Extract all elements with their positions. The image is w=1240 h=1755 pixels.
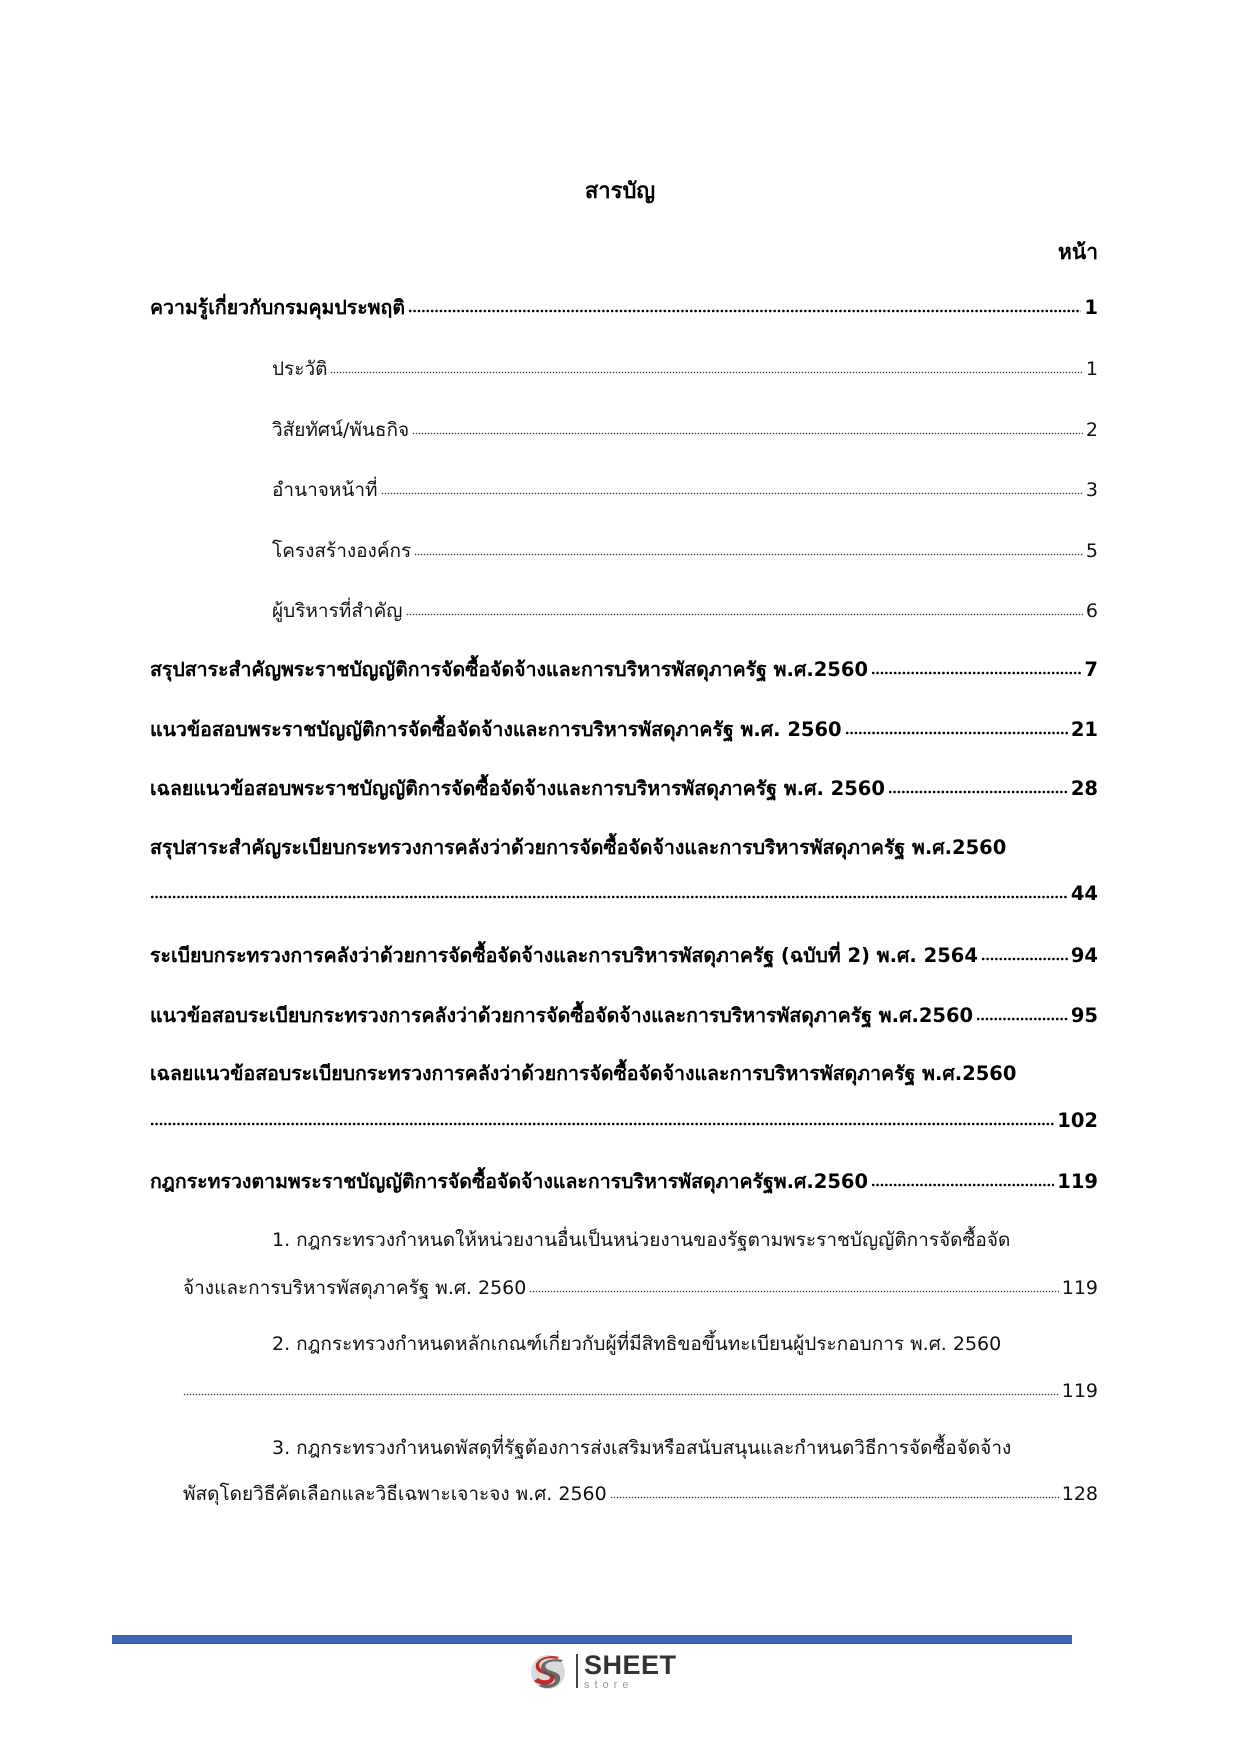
toc-entry[interactable] [150,1168,1098,1196]
toc-entry[interactable] [150,1002,1098,1030]
footer-bar [112,1635,1072,1644]
toc-subentry[interactable] [272,416,1098,444]
page-column-label: หน้า [1058,240,1098,264]
toc-entry-label: ผู้บริหารที่สำคัญ [272,600,403,622]
toc-entry-page: 102 [1057,1109,1098,1132]
toc-subentry[interactable] [272,355,1098,383]
toc-entry-label-continued: จ้างและการบริหารพัสดุภาครัฐ พ.ศ. 2560 [183,1277,527,1299]
dot-leader [406,613,1083,616]
dot-leader [150,1122,1054,1126]
dot-leader [981,957,1068,961]
dot-leader [150,895,1068,899]
toc-entry-label: 2. กฎกระทรวงกำหนดหลักเกณฑ์เกี่ยวกับผู้ที่มีสิทธิขอขึ้นทะเบียนผู้ประกอบการ พ.ศ. 2560 [272,1333,1002,1355]
toc-entry-page: 28 [1070,777,1098,800]
toc-entry[interactable] [150,716,1098,744]
toc-entry-label: 1. กฎกระทรวงกำหนดให้หน่วยงานอื่นเป็นหน่วยงานของรัฐตามพระราชบัญญัติการจัดซื้อจัด [272,1229,1011,1251]
toc-entry-page: 119 [1061,1277,1098,1299]
toc-entry-label: แนวข้อสอบระเบียบกระทรวงการคลังว่าด้วยการจัดซื้อจัดจ้างและการบริหารพัสดุภาครัฐ พ.ศ.2560 [150,1004,974,1027]
toc-entry-page: 44 [1070,882,1098,905]
toc-entry-page: 3 [1085,479,1098,501]
toc-entry-page: 5 [1085,540,1098,562]
toc-entry-continuation [150,880,1098,908]
toc-entry-page: 6 [1085,600,1098,622]
toc-entry-label: ประวัติ [272,358,328,380]
dot-leader [412,432,1083,435]
logo-text [584,1649,677,1691]
dot-leader [976,1017,1068,1021]
dot-leader [871,1183,1054,1187]
toc-entry-label: สรุปสาระสำคัญระเบียบกระทรวงการคลังว่าด้วยการจัดซื้อจัดจ้างและการบริหารพัสดุภาครัฐ พ.ศ.2560 [150,836,1007,859]
toc-entry-label: แนวข้อสอบพระราชบัญญัติการจัดซื้อจัดจ้างและการบริหารพัสดุภาครัฐ พ.ศ. 2560 [150,718,842,741]
logo-separator [576,1654,578,1688]
toc-entry[interactable] [150,942,1098,970]
toc-entry-label: เฉลยแนวข้อสอบพระราชบัญญัติการจัดซื้อจัดจ้างและการบริหารพัสดุภาครัฐ พ.ศ. 2560 [150,777,885,800]
toc-entry-page: 119 [1061,1380,1098,1402]
dot-leader [845,731,1068,735]
toc-entry-page: 1 [1084,296,1098,319]
toc-entry[interactable] [150,294,1098,322]
toc-entry-page: 7 [1084,658,1098,681]
toc-subentry[interactable] [272,476,1098,504]
toc-entry-label: สรุปสาระสำคัญพระราชบัญญัติการจัดซื้อจัดจ้างและการบริหารพัสดุภาครัฐ พ.ศ.2560 [150,658,869,681]
dot-leader [183,1393,1059,1396]
dot-leader [610,1496,1059,1499]
toc-entry[interactable] [150,656,1098,684]
toc-entry[interactable] [150,775,1098,803]
dot-leader [330,371,1082,374]
toc-entry-page: 21 [1070,718,1098,741]
dot-leader [414,553,1083,556]
dot-leader [529,1290,1058,1293]
toc-entry-page: 119 [1057,1170,1098,1193]
toc-entry-page: 95 [1070,1004,1098,1027]
toc-entry-label: ระเบียบกระทรวงการคลังว่าด้วยการจัดซื้อจัดจ้างและการบริหารพัสดุภาครัฐ (ฉบับที่ 2) พ.ศ. 2564 [150,944,978,967]
toc-subentry[interactable] [272,597,1098,625]
toc-entry-page: 2 [1085,419,1098,441]
toc-entry-label: เฉลยแนวข้อสอบระเบียบกระทรวงการคลังว่าด้วยการจัดซื้อจัดจ้างและการบริหารพัสดุภาครัฐ พ.ศ.2560 [150,1062,1017,1085]
dot-leader [408,309,1081,313]
toc-entry-continuation [183,1274,1098,1302]
toc-entry-page: 94 [1070,944,1098,967]
toc-subentry[interactable] [272,537,1098,565]
toc-entry-page: 128 [1061,1483,1098,1505]
toc-entry-label: 3. กฎกระทรวงกำหนดพัสดุที่รัฐต้องการส่งเสริมหรือสนับสนุนและกำหนดวิธีการจัดซื้อจัดจ้าง [272,1437,1012,1459]
logo-word: SHEET [584,1649,677,1680]
toc-entry-page: 1 [1085,358,1098,380]
s-logo-icon [528,1650,572,1692]
dot-leader [871,671,1081,675]
toc-entry-label: ความรู้เกี่ยวกับกรมคุมประพฤติ [150,296,405,319]
toc-entry-label: อำนาจหน้าที่ [272,479,378,501]
logo-subword: store [584,1678,634,1691]
sheet-store-logo [528,1650,677,1692]
dot-leader [381,492,1083,495]
toc-entry-label-continued: พัสดุโดยวิธีคัดเลือกและวิธีเฉพาะเจาะจง พ.ศ. 2560 [183,1483,607,1505]
toc-entry-label: โครงสร้างองค์กร [272,540,412,562]
toc-entry-continuation [183,1377,1098,1405]
toc-entry-continuation [150,1107,1098,1135]
toc-entry-label: กฎกระทรวงตามพระราชบัญญัติการจัดซื้อจัดจ้างและการบริหารพัสดุภาครัฐพ.ศ.2560 [150,1170,869,1193]
toc-entry-continuation [183,1480,1098,1508]
toc-entry-label: วิสัยทัศน์/พันธกิจ [272,419,410,441]
dot-leader [888,790,1068,794]
page-title: สารบัญ [584,179,656,204]
